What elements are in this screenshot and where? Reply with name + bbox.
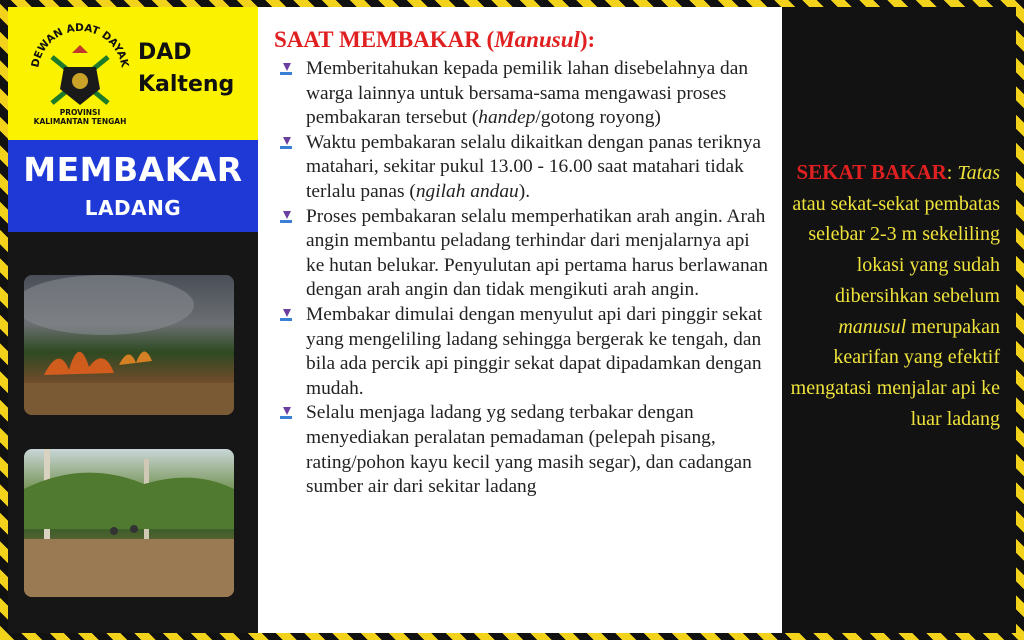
banner-subtitle: LADANG — [84, 196, 182, 220]
emblem-bottom-line1: PROVINSI — [59, 108, 101, 117]
list-item: Memberitahukan kepada pemilik lahan disebelahnya dan warga lainnya untuk bersama-sama mengawasi proses pembakaran tersebut (handep/gotong royong) — [280, 57, 770, 131]
dad-emblem-icon — [24, 15, 136, 127]
sekat-bakar-note: SEKAT BAKAR: Tatas atau sekat-sekat pembatas selebar 2-3 m sekeliling lokasi yang sudah dibersihkan sebelum manusul merupakan kearifan yang efektif mengatasi menjalar api ke luar ladang — [790, 160, 1000, 430]
right-column — [782, 7, 1016, 633]
bullet-arrow-icon — [280, 407, 292, 419]
main-content-panel — [258, 7, 782, 633]
photo-cleared-land — [24, 449, 234, 597]
list-item: Membakar dimulai dengan menyulut api dari pinggir sekat yang mengeliling ladang sehingga bergerak ke tengah, dan bila ada percik api pinggir sekat dapat dipadamkan dengan mudah. — [280, 303, 770, 401]
brand-line2: Kalteng — [138, 72, 235, 97]
left-column — [8, 7, 258, 633]
list-item: Waktu pembakaran selalu dikaitkan dengan panas teriknya matahari, sekitar pukul 13.00 - 16.00 saat matahari tidak terlalu panas (ngilah andau). — [280, 131, 770, 205]
topic-banner — [8, 140, 258, 232]
bullet-arrow-icon — [280, 309, 292, 321]
poster — [8, 7, 1016, 633]
sekat-heading: SEKAT BAKAR — [796, 160, 947, 184]
brand-line1: DAD — [138, 40, 192, 65]
brand-name — [138, 37, 234, 101]
list-item: Proses pembakaran selalu memperhatikan arah angin. Arah angin membantu peladang terhindar dari menjalarnya api ke hutan belukar. Penyulutan api pertama harus berlawanan dengan arah angin dan tidak mengikuti arah angin. — [280, 205, 770, 303]
banner-title: MEMBAKAR — [23, 150, 243, 189]
list-item: Selalu menjaga ladang yg sedang terbakar dengan menyediakan peralatan pemadaman (pelepah pisang, rating/pohon kayu kecil yang masih segar), dan cadangan sumber air dari sekitar ladang — [280, 401, 770, 499]
bullet-arrow-icon — [280, 211, 292, 223]
section-heading: SAAT MEMBAKAR (Manusul): — [274, 27, 596, 52]
bullet-arrow-icon — [280, 63, 292, 75]
photo-burning-field — [24, 275, 234, 415]
bullet-arrow-icon — [280, 137, 292, 149]
emblem-bottom-line2: KALIMANTAN TENGAH — [33, 117, 127, 126]
emblem-arc-text: DEWAN ADAT DAYAK — [29, 21, 131, 69]
brand-header — [8, 7, 258, 140]
bullet-list — [280, 57, 770, 500]
